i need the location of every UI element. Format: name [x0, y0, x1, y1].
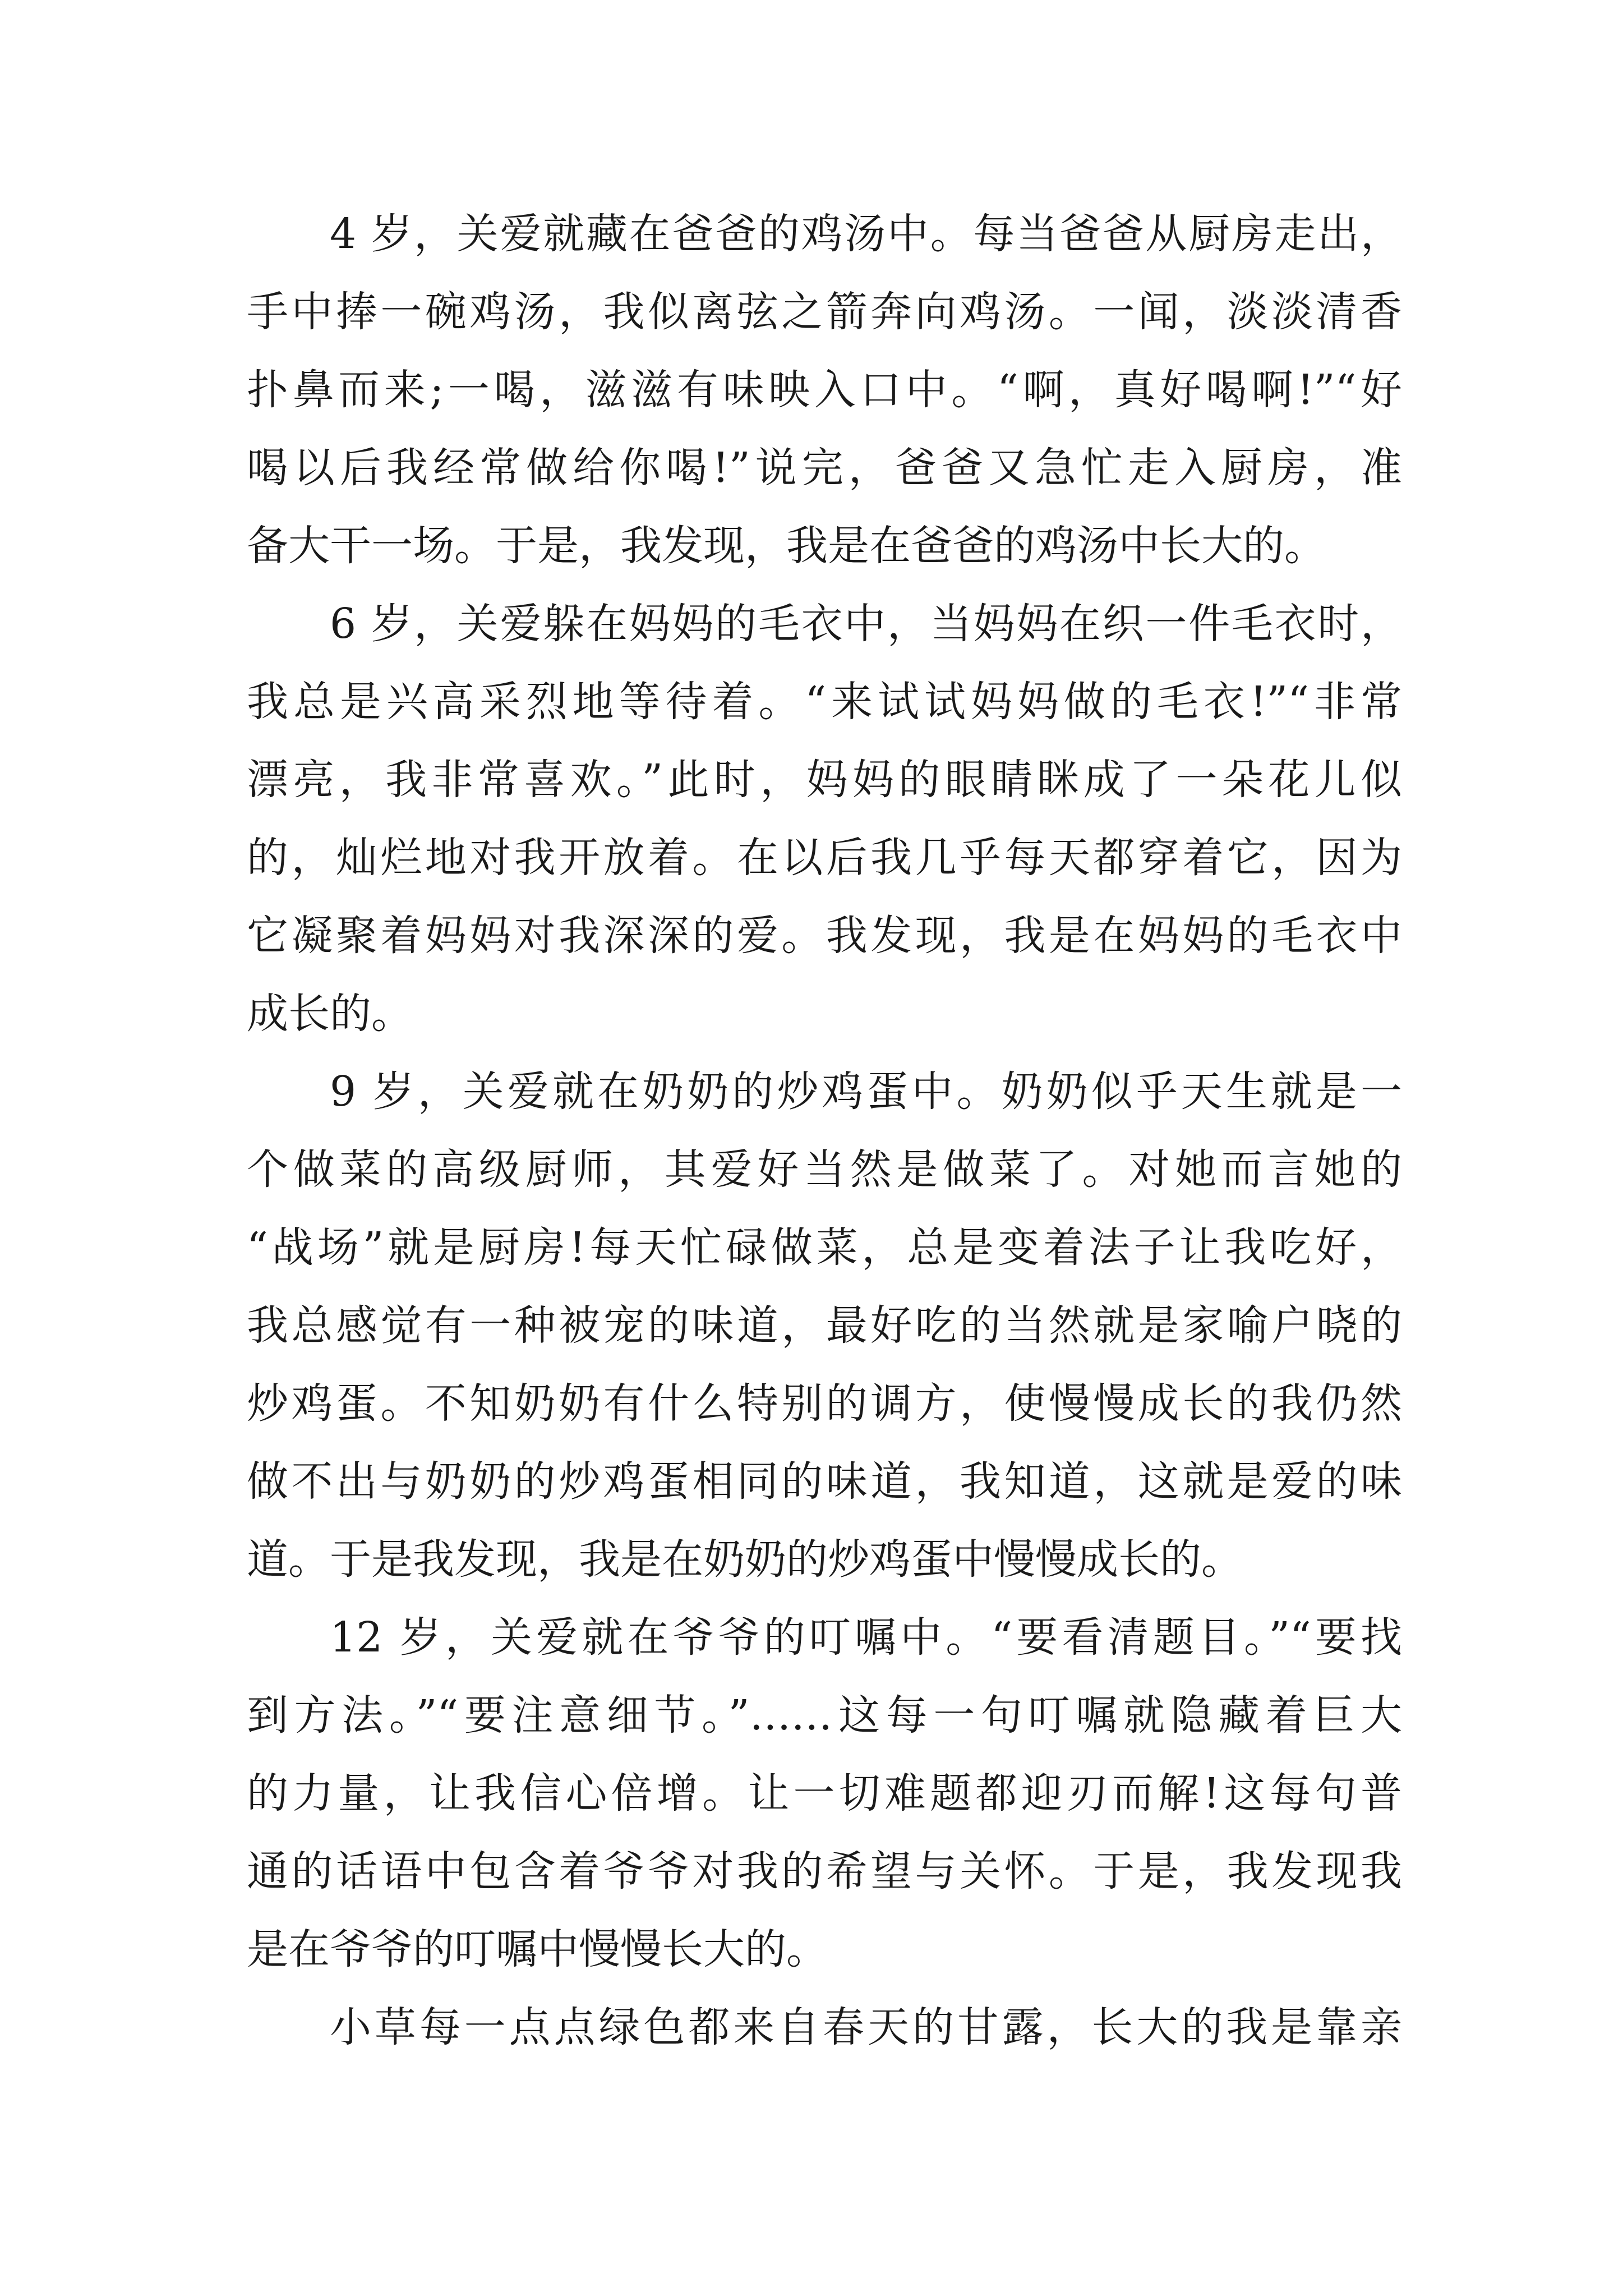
paragraph-line: 做不出与奶奶的炒鸡蛋相同的味道，我知道，这就是爱的味 [247, 1457, 1402, 1506]
paragraph-line: 炒鸡蛋。不知奶奶有什么特别的调方，使慢慢成长的我仍然 [247, 1379, 1402, 1428]
paragraph [247, 585, 1402, 1053]
paragraph-line: 通的话语中包含着爷爷对我的希望与关怀。于是，我发现我 [247, 1847, 1402, 1895]
paragraph-line: 它凝聚着妈妈对我深深的爱。我发现，我是在妈妈的毛衣中 [247, 912, 1402, 960]
paragraph-line: 漂亮，我非常喜欢。”此时，妈妈的眼睛眯成了一朵花儿似 [247, 756, 1402, 804]
paragraph [247, 1599, 1402, 1989]
paragraph [247, 1989, 1402, 2067]
paragraph-line: 喝以后我经常做给你喝!”说完，爸爸又急忙走入厨房，准 [247, 444, 1402, 492]
paragraph-line: 6 岁，关爱躲在妈妈的毛衣中，当妈妈在织一件毛衣时， [330, 600, 1402, 648]
paragraph-line: 是在爷爷的叮嘱中慢慢长大的。 [247, 1925, 828, 1973]
paragraph-line: 9 岁，关爱就在奶奶的炒鸡蛋中。奶奶似乎天生就是一 [330, 1068, 1402, 1116]
paragraph-line: 我总感觉有一种被宠的味道，最好吃的当然就是家喻户晓的 [247, 1301, 1402, 1350]
paragraph-line: “战场”就是厨房!每天忙碌做菜，总是变着法子让我吃好， [247, 1223, 1402, 1272]
paragraph-line: 到方法。”“要注意细节。”……这每一句叮嘱就隐藏着巨大 [247, 1691, 1402, 1740]
paragraph [247, 1053, 1402, 1599]
paragraph-line: 个做菜的高级厨师，其爱好当然是做菜了。对她而言她的 [247, 1145, 1402, 1194]
paragraph-line: 的力量，让我信心倍增。让一切难题都迎刃而解!这每句普 [247, 1769, 1402, 1818]
paragraph-line: 4 岁，关爱就藏在爸爸的鸡汤中。每当爸爸从厨房走出， [330, 210, 1402, 258]
paragraph-line: 的，灿烂地对我开放着。在以后我几乎每天都穿着它，因为 [247, 834, 1402, 882]
paragraph [247, 195, 1402, 585]
document-body [247, 195, 1402, 2067]
paragraph-line: 手中捧一碗鸡汤，我似离弦之箭奔向鸡汤。一闻，淡淡清香 [247, 288, 1402, 336]
paragraph-line: 扑鼻而来;一喝，滋滋有味映入口中。“啊，真好喝啊!”“好 [247, 366, 1402, 414]
paragraph-line: 12 岁，关爱就在爷爷的叮嘱中。“要看清题目。”“要找 [330, 1613, 1402, 1662]
paragraph-line: 道。于是我发现，我是在奶奶的炒鸡蛋中慢慢成长的。 [247, 1535, 1243, 1584]
paragraph-line: 小草每一点点绿色都来自春天的甘露，长大的我是靠亲 [330, 2003, 1402, 2051]
paragraph-line: 备大干一场。于是，我发现，我是在爸爸的鸡汤中长大的。 [247, 522, 1326, 570]
paragraph-line: 成长的。 [247, 990, 413, 1038]
paragraph-line: 我总是兴高采烈地等待着。“来试试妈妈做的毛衣!”“非常 [247, 678, 1402, 726]
